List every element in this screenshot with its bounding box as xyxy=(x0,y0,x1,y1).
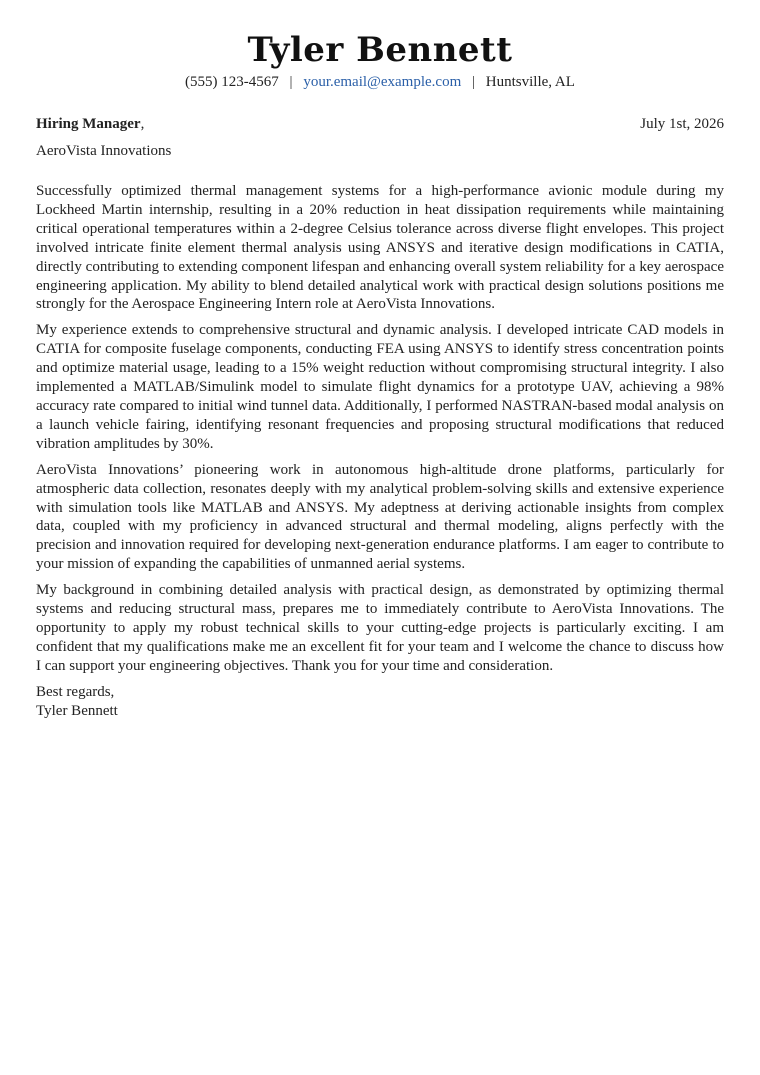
body-paragraph: AeroVista Innovations’ pioneering work in autonomous high-altitude drone platforms, particularly for atmospheric data collection, resonates deeply with my analytical problem-solving skills and extensive experience with simulation tools like MATLAB and ANSYS. My adeptness at deriving actionable insights from complex data, coupled with my proficiency in advanced structural and thermal modeling, aligns perfectly with the precision and innovation required for developing next-generation endurance platforms. I am eager to contribute to your mission of expanding the capabilities of unmanned aerial systems. xyxy=(36,461,724,573)
letter-body xyxy=(36,182,724,676)
letter-date: July 1st, 2026 xyxy=(640,116,724,132)
applicant-name: Tyler Bennett xyxy=(247,30,513,70)
closing-block xyxy=(36,683,724,721)
contact-separator: | xyxy=(289,74,293,90)
email-link[interactable]: your.email@example.com xyxy=(303,74,462,90)
body-paragraph: My background in combining detailed analysis with practical design, as demonstrated by optimizing thermal systems and reducing structural mass, prepares me to immediately contribute to AeroVista Innovations. The opportunity to apply my robust technical skills to your cutting-edge projects is particularly exciting. I am confident that my qualifications make me an excellent fit for your team and I welcome the chance to discuss how I can support your engineering objectives. Thank you for your time and consideration. xyxy=(36,582,724,674)
recipient-name: Hiring Manager xyxy=(36,116,141,132)
salutation-row xyxy=(36,114,724,134)
contact-line xyxy=(36,72,724,92)
signature-name: Tyler Bennett xyxy=(36,702,118,719)
recipient-punctuation: , xyxy=(140,116,145,132)
recipient xyxy=(36,114,144,134)
cover-letter-page xyxy=(36,30,724,721)
phone-number: (555) 123-4567 xyxy=(185,74,279,90)
location: Huntsville, AL xyxy=(485,74,575,90)
closing-phrase: Best regards, xyxy=(36,683,115,700)
company-name: AeroVista Innovations xyxy=(36,143,172,159)
body-paragraph: Successfully optimized thermal management systems for a high-performance avionic module during my Lockheed Martin internship, resulting in a 20% reduction in heat dissipation requirements while maintaining critical operational temperatures within a 2-degree Celsius tolerance across diverse flight envelopes. This project involved intricate finite element thermal analysis using ANSYS and iterative design modifications in CATIA, directly contributing to extending component lifespan and enhancing overall system reliability for a key aerospace engineering application. My ability to blend detailed analytical work with practical design solutions positions me strongly for the Aerospace Engineering Intern role at AeroVista Innovations. xyxy=(36,183,724,313)
contact-separator: | xyxy=(472,74,476,90)
body-paragraph: My experience extends to comprehensive structural and dynamic analysis. I developed intricate CAD models in CATIA for composite fuselage components, conducting FEA using ANSYS to identify stress concentration points and optimize material usage, leading to a 15% weight reduction without compromising structural integrity. I also implemented a MATLAB/Simulink model to simulate flight dynamics for a prototype UAV, achieving a 98% accuracy rate compared to initial wind tunnel data. Additionally, I performed NASTRAN-based modal analysis on a launch vehicle fairing, identifying resonant frequencies and proposing structural modifications that reduced vibration amplitudes by 30%. xyxy=(36,322,724,452)
